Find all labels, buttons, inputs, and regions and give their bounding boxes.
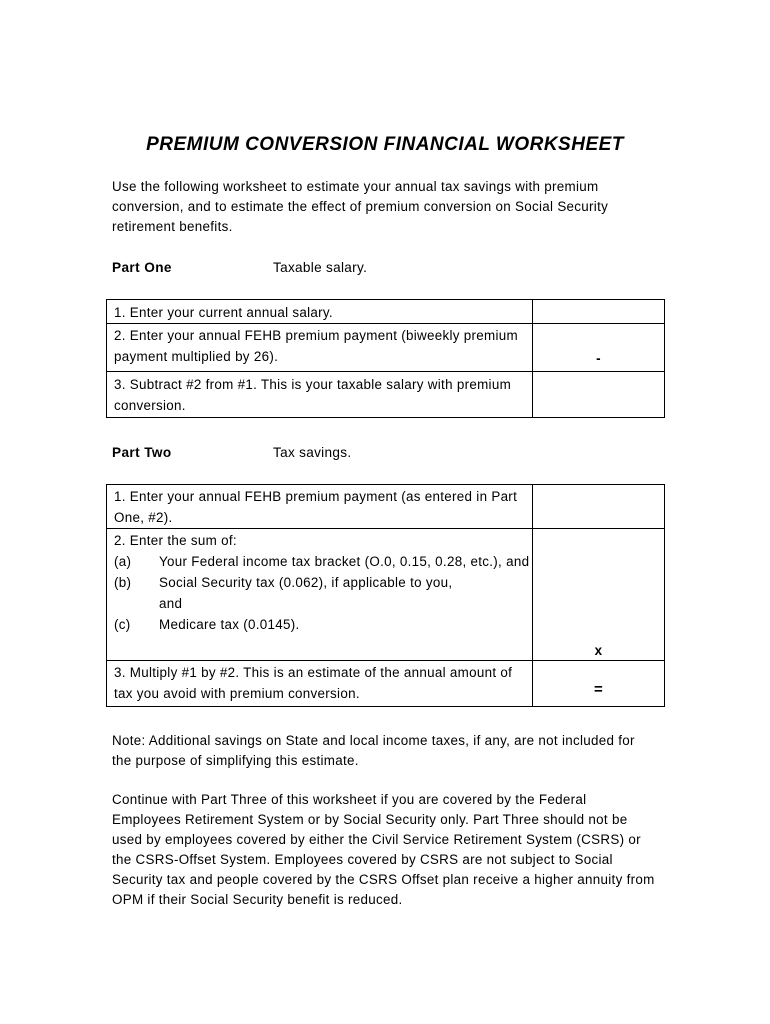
part-one-row3-text: 3. Subtract #2 from #1. This is your taxable salary with premium conversion. (114, 377, 512, 413)
item-b-text: Social Security tax (0.062), if applicable to you, and (159, 575, 453, 611)
part-two-row1-text: 1. Enter your annual FEHB premium payment (as entered in Part One, #2). (114, 489, 518, 525)
part-two-row2-text (107, 529, 532, 635)
list-item (114, 572, 532, 614)
item-a-label: (a) (114, 554, 132, 569)
part-two-description: Tax savings. (273, 445, 352, 460)
sum-intro: 2. Enter the sum of: (114, 533, 237, 548)
part-two-label: Part Two (112, 445, 172, 460)
item-c-label: (c) (114, 617, 131, 632)
note-paragraph: Note: Additional savings on State and local income taxes, if any, are not included for the purpose of simplifying this estimate. (112, 733, 635, 768)
intro-paragraph: Use the following worksheet to estimate your annual tax savings with premium conversion, and to estimate the effect of premium conversion on Social Security retirement benefits. (112, 179, 609, 234)
part-two-table (106, 484, 665, 707)
part-one-table (106, 299, 665, 418)
list-item (114, 551, 532, 572)
continue-paragraph: Continue with Part Three of this worksheet if you are covered by the Federal Employees Retirement System or by Social Security only. Part Three should not be used by employees covered by either the Civil Service Retirement System (CSRS) or the CSRS-Offset System. Employees covered by CSRS are not subject to Social Security tax and people covered by the CSRS Offset plan receive a higher annuity from OPM if their Social Security benefit is reduced. (112, 792, 655, 907)
table-row (107, 300, 665, 324)
multiply-symbol: x (594, 643, 603, 658)
table-row (107, 529, 665, 661)
table-row (107, 485, 665, 529)
part-one-label: Part One (112, 260, 172, 275)
part-one-row2-text: 2. Enter your annual FEHB premium payment (biweekly premium payment multiplied by 26). (114, 328, 518, 364)
minus-symbol: - (596, 351, 601, 366)
part-one-row1-text: 1. Enter your current annual salary. (114, 305, 333, 320)
item-a-text: Your Federal income tax bracket (O.0, 0.15, 0.28, etc.), and (159, 554, 530, 569)
page-title: PREMIUM CONVERSION FINANCIAL WORKSHEET (146, 134, 624, 155)
equals-symbol: = (593, 681, 604, 698)
part-one-description: Taxable salary. (273, 260, 368, 275)
item-b-label: (b) (114, 575, 132, 590)
item-c-text: Medicare tax (0.0145). (159, 617, 300, 632)
part-two-row2-answer[interactable] (533, 529, 665, 661)
part-two-row3-answer[interactable] (533, 661, 665, 707)
table-row (107, 372, 665, 418)
part-one-row3-answer[interactable] (533, 372, 665, 418)
table-row (107, 324, 665, 372)
part-two-row3-text: 3. Multiply #1 by #2. This is an estimate of the annual amount of tax you avoid with premium conversion. (114, 665, 513, 701)
part-two-row1-answer[interactable] (533, 485, 665, 529)
list-item (114, 614, 532, 635)
part-one-row2-answer[interactable] (533, 324, 665, 372)
table-row (107, 661, 665, 707)
part-one-row1-answer[interactable] (533, 300, 665, 324)
